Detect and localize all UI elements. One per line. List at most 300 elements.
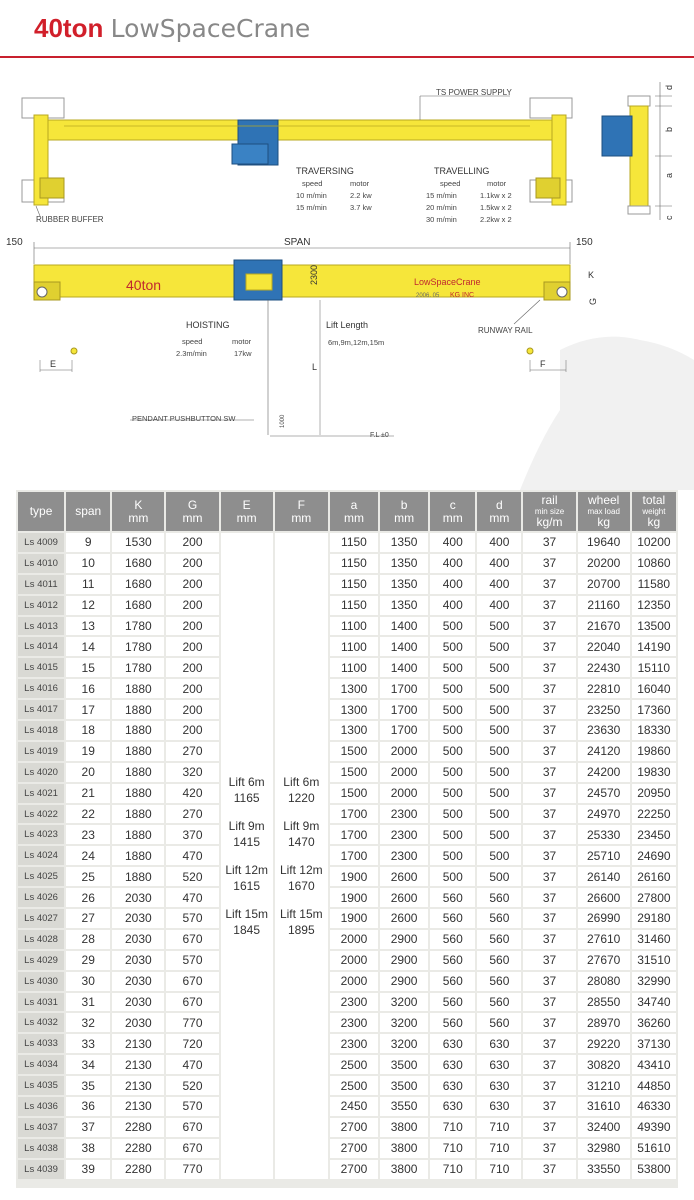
table-cell: Ls 4010 [18,554,64,573]
table-cell: 14 [66,637,110,656]
e-lift-cell-block [221,862,273,894]
table-cell: 13 [66,617,110,636]
table-cell: 2900 [380,951,428,970]
lift-value: 1895 [287,922,315,937]
table-cell: 200 [166,596,218,615]
front-girder [34,265,570,297]
table-cell: 2000 [330,972,378,991]
table-cell: 37 [523,1055,575,1074]
travelling-speed-2: 20 m/min [426,203,457,212]
table-cell: 37 [523,596,575,615]
table-cell: 1880 [112,679,164,698]
table-cell: 500 [477,846,521,865]
table-cell: 37 [66,1118,110,1137]
table-cell: 37 [523,867,575,886]
table-cell: 1880 [112,700,164,719]
k-label: K [588,270,595,280]
table-cell: 2000 [330,951,378,970]
table-cell: Ls 4036 [18,1097,64,1116]
table-row [18,1139,676,1158]
table-cell: 1500 [330,784,378,803]
table-cell: 24970 [578,805,630,824]
table-cell: 560 [477,972,521,991]
map-watermark [520,337,694,490]
table-cell: 2130 [112,1034,164,1053]
table-cell: 37130 [632,1034,676,1053]
table-cell: 2600 [380,888,428,907]
header-unit: mm [291,510,312,525]
table-cell: 710 [477,1160,521,1179]
table-cell: 27670 [578,951,630,970]
table-cell: Ls 4033 [18,1034,64,1053]
table-cell: Ls 4024 [18,846,64,865]
table-row [18,1097,676,1116]
table-cell: 33550 [578,1160,630,1179]
table-cell: 2130 [112,1097,164,1116]
table-cell: 520 [166,1076,218,1095]
top-end-truck-left [40,178,64,198]
table-cell: 3800 [380,1160,428,1179]
table-cell: 2030 [112,1013,164,1032]
table-cell: 11 [66,575,110,594]
table-cell: 200 [166,575,218,594]
table-cell: 500 [477,805,521,824]
table-cell: 2000 [380,763,428,782]
e-label: E [50,359,57,369]
table-cell: 46330 [632,1097,676,1116]
spec-table-wrapper [16,490,678,1188]
table-cell: 200 [166,679,218,698]
table-cell: 2300 [380,825,428,844]
table-cell: 32990 [632,972,676,991]
header-type [18,492,64,531]
lift-value: 1415 [233,834,260,849]
l-label: L [312,362,318,372]
table-cell: 25330 [578,825,630,844]
table-cell: 500 [430,805,475,824]
lift-value: 1615 [233,878,260,893]
table-cell: 1350 [380,575,428,594]
side-label-a: a [664,172,674,178]
table-cell: 37 [523,679,575,698]
crane-drawing [0,60,694,490]
table-cell: 20700 [578,575,630,594]
top-girder [34,120,564,140]
table-cell: 710 [477,1139,521,1158]
header-c [430,492,475,531]
header-main: b [400,497,408,512]
table-cell: 27800 [632,888,676,907]
table-cell: 560 [477,1013,521,1032]
table-cell: 1680 [112,575,164,594]
table-row [18,972,676,991]
header-main: c [449,497,456,512]
table-cell: 770 [166,1013,218,1032]
header-unit: kg [647,515,661,529]
table-cell: 2500 [330,1055,378,1074]
table-cell: Ls 4021 [18,784,64,803]
table-cell: 31 [66,993,110,1012]
table-cell: 37 [523,909,575,928]
table-cell: 1150 [330,596,378,615]
side-label-c: c [664,215,674,220]
table-row [18,1055,676,1074]
header-k [112,492,164,531]
table-cell: 1300 [330,700,378,719]
table-cell: 3200 [380,1013,428,1032]
header-g [166,492,218,531]
table-cell: 500 [430,700,475,719]
table-cell: 37 [523,575,575,594]
table-cell: 37 [523,637,575,656]
table-cell: 37 [523,930,575,949]
table-cell: 18 [66,721,110,740]
table-cell: 12 [66,596,110,615]
table-cell: 500 [430,825,475,844]
table-cell: 19 [66,742,110,761]
table-cell: 1700 [380,700,428,719]
traversing-motor-1: 2.2 kw [350,191,372,200]
table-row [18,825,676,844]
table-cell: 34740 [632,993,676,1012]
table-cell: 20 [66,763,110,782]
table-cell: 37 [523,1139,575,1158]
table-cell: 630 [430,1076,475,1095]
header-main: total [642,493,666,507]
table-cell: Ls 4037 [18,1118,64,1137]
table-cell: 23630 [578,721,630,740]
header-main: wheel [587,493,620,507]
table-cell: 21 [66,784,110,803]
table-cell: 37 [523,1097,575,1116]
table-cell: Ls 4025 [18,867,64,886]
table-row [18,533,676,552]
traversing-speed-1: 10 m/min [296,191,327,200]
hoisting-motor-label: motor [232,337,252,346]
header-f [275,492,328,531]
table-cell: 37 [523,1076,575,1095]
traversing-title: TRAVERSING [296,166,354,176]
table-cell: 1100 [330,658,378,677]
table-cell: 2300 [380,846,428,865]
crane-date: 2006. 05 [416,293,440,299]
lift-label: Lift 12m [279,862,323,877]
table-cell: 630 [430,1055,475,1074]
table-cell: 2600 [380,909,428,928]
header-total [632,492,676,531]
table-row [18,721,676,740]
g-label: G [588,297,598,305]
table-cell: 1150 [330,533,378,552]
table-cell: 320 [166,763,218,782]
header-small: weight [642,507,666,516]
e-lift-cell [221,533,273,1179]
table-cell: 2030 [112,972,164,991]
f-lift-cell-block [275,906,328,938]
table-row [18,909,676,928]
table-cell: 37 [523,888,575,907]
table-cell: 25710 [578,846,630,865]
lift-length-values: 6m,9m,12m,15m [328,338,385,347]
table-cell: 19640 [578,533,630,552]
table-cell: 670 [166,930,218,949]
table-row [18,1160,676,1179]
table-cell: 560 [430,993,475,1012]
header-unit: mm [489,510,510,525]
table-cell: 1500 [330,742,378,761]
table-cell: 35 [66,1076,110,1095]
table-cell: Ls 4026 [18,888,64,907]
table-cell: 24120 [578,742,630,761]
header-unit: mm [182,510,203,525]
table-cell: 31210 [578,1076,630,1095]
table-cell: 200 [166,721,218,740]
table-cell: Ls 4015 [18,658,64,677]
header-main: rail [541,493,558,507]
table-cell: 15 [66,658,110,677]
table-cell: 10860 [632,554,676,573]
table-cell: 630 [477,1076,521,1095]
header-main: type [29,504,53,518]
table-cell: 2280 [112,1160,164,1179]
table-cell: 15110 [632,658,676,677]
table-cell: 37 [523,825,575,844]
table-cell: 37 [523,1013,575,1032]
header-unit: mm [236,510,257,525]
table-cell: 560 [477,951,521,970]
table-cell: 37 [523,721,575,740]
f-lift-cell-block [275,862,328,894]
left-offset-label: 150 [6,237,23,248]
table-cell: 630 [430,1034,475,1053]
table-cell: 560 [477,909,521,928]
table-cell: 37 [523,742,575,761]
table-cell: 500 [477,742,521,761]
front-hook-block [246,274,272,290]
table-cell: 200 [166,700,218,719]
table-cell: 37 [523,763,575,782]
table-cell: 37 [523,846,575,865]
side-girder [630,106,648,206]
table-cell: 1880 [112,721,164,740]
table-cell: 670 [166,993,218,1012]
table-cell: 37 [523,617,575,636]
table-cell: 770 [166,1160,218,1179]
table-cell: 24 [66,846,110,865]
table-cell: 23250 [578,700,630,719]
header-divider [0,56,694,58]
lift-length-title: Lift Length [326,320,369,330]
header-main: E [242,497,251,512]
table-cell: 1880 [112,846,164,865]
header-main: K [134,497,143,512]
table-cell: 37 [523,784,575,803]
table-cell: 28550 [578,993,630,1012]
table-cell: 29220 [578,1034,630,1053]
crane-name: LowSpaceCrane [414,277,481,287]
table-cell: 500 [477,658,521,677]
table-cell: 200 [166,658,218,677]
table-row [18,846,676,865]
hoisting-motor: 17kw [234,349,252,358]
lift-label: Lift 9m [228,818,265,833]
table-cell: 2300 [380,805,428,824]
lift-label: Lift 12m [225,862,268,877]
lift-value: 1220 [287,790,315,805]
hoisting-speed-label: speed [182,337,203,346]
header-a [330,492,378,531]
table-cell: 630 [477,1034,521,1053]
span-label: SPAN [284,237,311,248]
table-cell: 500 [430,784,475,803]
table-row [18,575,676,594]
table-cell: Ls 4028 [18,930,64,949]
f-lift-cell [275,533,328,1179]
table-cell: 37 [523,972,575,991]
side-label-d: d [664,84,674,90]
table-cell: 1780 [112,658,164,677]
table-cell: 400 [477,575,521,594]
table-row [18,951,676,970]
table-cell: 570 [166,909,218,928]
table-cell: 19860 [632,742,676,761]
table-cell: 500 [430,637,475,656]
table-cell: 30 [66,972,110,991]
table-cell: 560 [430,972,475,991]
table-cell: 32400 [578,1118,630,1137]
table-cell: 22040 [578,637,630,656]
title-capacity: 40ton [34,13,104,43]
table-cell: 500 [477,721,521,740]
table-row [18,888,676,907]
table-cell: 520 [166,867,218,886]
table-cell: 1880 [112,784,164,803]
table-cell: 23450 [632,825,676,844]
table-cell: 500 [477,763,521,782]
table-cell: 1100 [330,637,378,656]
table-cell: 1350 [380,554,428,573]
traversing-speed-label: speed [302,179,323,188]
table-cell: 2600 [380,867,428,886]
table-cell: 1880 [112,742,164,761]
lift-label: Lift 6m [228,774,265,789]
lift-label: Lift 15m [225,906,268,921]
table-cell: 22430 [578,658,630,677]
table-cell: 3500 [380,1076,428,1095]
table-cell: 1400 [380,658,428,677]
table-cell: 34 [66,1055,110,1074]
table-cell: 49390 [632,1118,676,1137]
table-cell: 44850 [632,1076,676,1095]
f-lift-cell-block [275,818,328,850]
header-e [221,492,273,531]
table-cell: 20950 [632,784,676,803]
e-lift-cell-block [221,818,273,850]
header-small: min size [534,507,565,516]
lift-label: Lift 9m [283,818,320,833]
table-cell: 24690 [632,846,676,865]
table-cell: 37 [523,1160,575,1179]
table-cell: 11580 [632,575,676,594]
table-cell: 2900 [380,930,428,949]
table-cell: 2130 [112,1076,164,1095]
table-cell: Ls 4038 [18,1139,64,1158]
lift-value: 1670 [287,878,315,893]
hoisting-speed: 2.3m/min [176,349,207,358]
table-row [18,784,676,803]
table-cell: 500 [430,658,475,677]
traversing-motor-2: 3.7 kw [350,203,372,212]
table-cell: 3800 [380,1139,428,1158]
table-cell: 2700 [330,1139,378,1158]
table-cell: 37 [523,1034,575,1053]
hoisting-title: HOISTING [186,320,230,330]
table-cell: 1350 [380,533,428,552]
travelling-speed-3: 30 m/min [426,215,457,224]
right-offset-label: 150 [576,237,593,248]
table-cell: 630 [477,1097,521,1116]
table-cell: 1780 [112,637,164,656]
table-cell: 270 [166,742,218,761]
table-cell: 1700 [380,679,428,698]
table-cell: 1300 [330,721,378,740]
table-cell: 560 [477,888,521,907]
table-cell: 2280 [112,1118,164,1137]
table-cell: 2000 [380,784,428,803]
title-product: LowSpaceCrane [110,14,311,43]
table-cell: 560 [430,951,475,970]
table-cell: 1900 [330,867,378,886]
table-cell: 53800 [632,1160,676,1179]
table-cell: 37 [523,993,575,1012]
table-cell: 400 [430,596,475,615]
header-unit: mm [128,510,149,525]
table-cell: 23 [66,825,110,844]
table-cell: 39 [66,1160,110,1179]
table-cell: 1880 [112,763,164,782]
side-trolley [602,116,632,156]
header-wheel [578,492,630,531]
table-cell: 470 [166,1055,218,1074]
table-cell: 500 [477,637,521,656]
table-cell: 400 [477,533,521,552]
header-unit: mm [394,510,415,525]
table-cell: 24200 [578,763,630,782]
table-cell: Ls 4012 [18,596,64,615]
table-cell: Ls 4017 [18,700,64,719]
table-cell: 3550 [380,1097,428,1116]
table-row [18,867,676,886]
travelling-title: TRAVELLING [434,166,490,176]
table-cell: 1680 [112,596,164,615]
table-cell: 500 [477,867,521,886]
table-cell: Ls 4020 [18,763,64,782]
travelling-motor-1: 1.1kw x 2 [480,191,512,200]
table-cell: 16040 [632,679,676,698]
table-cell: 51610 [632,1139,676,1158]
table-cell: 370 [166,825,218,844]
table-cell: 500 [430,846,475,865]
table-row [18,805,676,824]
table-cell: 38 [66,1139,110,1158]
table-cell: 470 [166,846,218,865]
table-cell: 27610 [578,930,630,949]
table-cell: 26990 [578,909,630,928]
table-cell: 1400 [380,637,428,656]
table-header-row [18,492,676,531]
table-cell: 1150 [330,554,378,573]
table-cell: 500 [430,763,475,782]
